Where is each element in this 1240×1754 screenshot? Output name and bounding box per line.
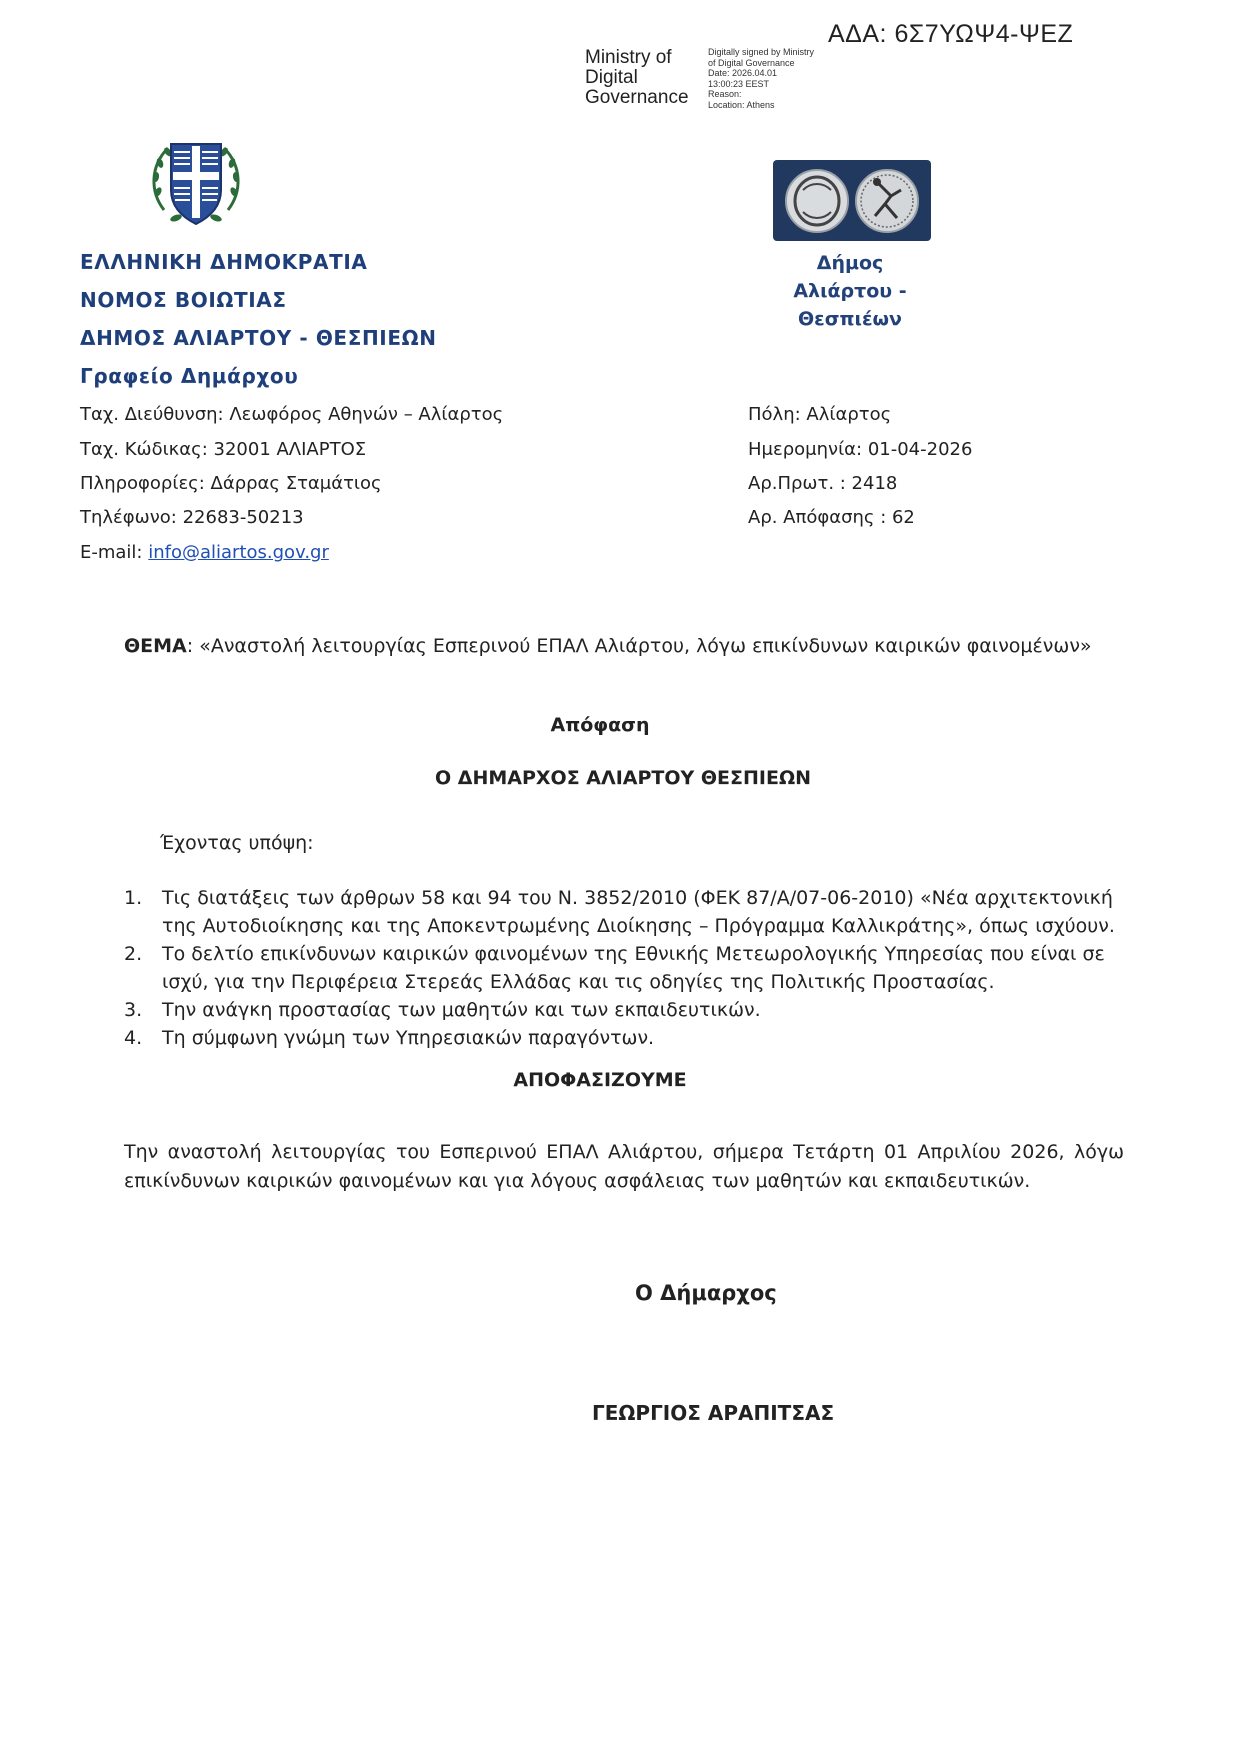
meta-date: Ημερομηνία: 01-04-2026 <box>748 439 973 460</box>
considerations-list <box>124 884 1124 1052</box>
signature-detail: Date: 2026.04.01 <box>708 68 778 78</box>
list-item-number: 3. <box>124 999 143 1021</box>
meta-protocol-number: Αρ.Πρωτ. : 2418 <box>748 473 898 494</box>
mayor-heading: Ο ΔΗΜΑΡΧΟΣ ΑΛΙΑΡΤΟΥ ΘΕΣΠΙΕΩΝ <box>434 767 811 789</box>
considering-intro: Έχοντας υπόψη: <box>160 832 314 854</box>
contact-address: Ταχ. Διεύθυνση: Λεωφόρος Αθηνών – Αλίαρτος <box>80 404 504 425</box>
list-item-text: Το δελτίο επικίνδυνων καιρικών φαινομένων της Εθνικής Μετεωρολογικής Υπηρεσίας που είναι σε ισχύ, για την Περιφέρεια Στερεάς Ελλάδας και τις οδηγίες της Πολιτικής Προστασίας. <box>162 943 1105 993</box>
ancient-coins-icon <box>773 160 931 241</box>
contact-email <box>80 542 329 563</box>
signature-detail: Reason: <box>708 89 742 99</box>
signature-org-line: Governance <box>585 87 689 108</box>
contact-information: Πληροφορίες: Δάρρας Σταμάτιος <box>80 473 382 494</box>
header-line-prefecture: ΝΟΜΟΣ ΒΟΙΩΤΙΑΣ <box>80 288 287 312</box>
municipality-logo-caption <box>740 249 960 333</box>
list-item <box>124 940 1124 996</box>
list-item-number: 1. <box>124 887 143 909</box>
header-line-office: Γραφείο Δημάρχου <box>80 364 299 388</box>
signature-detail: Digitally signed by Ministry <box>708 47 815 57</box>
list-item-number: 2. <box>124 943 143 965</box>
decision-heading: Απόφαση <box>550 714 650 736</box>
decide-heading: ΑΠΟΦΑΣΙΖΟΥΜΕ <box>513 1069 687 1091</box>
signature-detail: 13:00:23 EEST <box>708 78 770 89</box>
logo-caption-line: Αλιάρτου - Θεσπιέων <box>793 280 907 330</box>
signatory-title: Ο Δήμαρχος <box>635 1281 777 1305</box>
meta-decision-number: Αρ. Απόφασης : 62 <box>748 507 915 528</box>
contact-phone: Τηλέφωνο: 22683-50213 <box>80 507 304 528</box>
ada-code: ΑΔΑ: 6Σ7ΥΩΨ4-ΨΕΖ <box>828 20 1074 48</box>
list-item-text: Την ανάγκη προστασίας των μαθητών και των εκπαιδευτικών. <box>162 999 761 1021</box>
meta-city: Πόλη: Αλίαρτος <box>748 404 892 425</box>
signature-detail: Location: Athens <box>708 99 775 110</box>
greek-state-emblem-icon <box>146 132 246 234</box>
digital-signature-details <box>708 47 814 110</box>
signature-detail: of Digital Governance <box>708 57 795 68</box>
municipality-logo <box>773 160 931 241</box>
subject-text: : «Αναστολή λειτουργίας Εσπερινού ΕΠΑΛ Αλιάρτου, λόγω επικίνδυνων καιρικών φαινομένων» <box>186 635 1092 657</box>
contact-postal-code: Ταχ. Κώδικας: 32001 ΑΛΙΑΡΤΟΣ <box>80 439 367 460</box>
decision-body: Την αναστολή λειτουργίας του Εσπερινού ΕΠΑΛ Αλιάρτου, σήμερα Τετάρτη 01 Απριλίου 2026, λόγω επικίνδυνων καιρικών φαινομένων και για λόγους ασφάλειας των μαθητών και εκπαιδευτικών. <box>124 1141 1124 1192</box>
email-link[interactable]: info@aliartos.gov.gr <box>148 542 329 563</box>
digital-signature-org <box>585 48 689 108</box>
list-item <box>124 884 1124 940</box>
list-item <box>124 1024 1124 1052</box>
header-line-municipality: ΔΗΜΟΣ ΑΛΙΑΡΤΟΥ - ΘΕΣΠΙΕΩΝ <box>80 326 437 350</box>
subject-line <box>124 635 1124 657</box>
signature-org-line: Digital <box>585 67 638 88</box>
email-label: E-mail: <box>80 542 149 563</box>
list-item-number: 4. <box>124 1027 143 1049</box>
subject-label: ΘΕΜΑ <box>124 635 187 657</box>
signature-org-line: Ministry of <box>585 47 672 68</box>
list-item <box>124 996 1124 1024</box>
signatory-name: ΓΕΩΡΓΙΟΣ ΑΡΑΠΙΤΣΑΣ <box>592 1401 835 1425</box>
list-item-text: Τις διατάξεις των άρθρων 58 και 94 του Ν. 3852/2010 (ΦΕΚ 87/Α/07-06-2010) «Νέα αρχιτεκτονική της Αυτοδιοίκησης και της Αποκεντρωμένης Διοίκησης – Πρόγραμμα Καλλικράτης», όπως ισχύουν. <box>162 887 1115 937</box>
list-item-text: Τη σύμφωνη γνώμη των Υπηρεσιακών παραγόντων. <box>162 1027 655 1049</box>
logo-caption-line: Δήμος <box>816 252 884 274</box>
header-line-state: ΕΛΛΗΝΙΚΗ ΔΗΜΟΚΡΑΤΙΑ <box>80 250 368 274</box>
